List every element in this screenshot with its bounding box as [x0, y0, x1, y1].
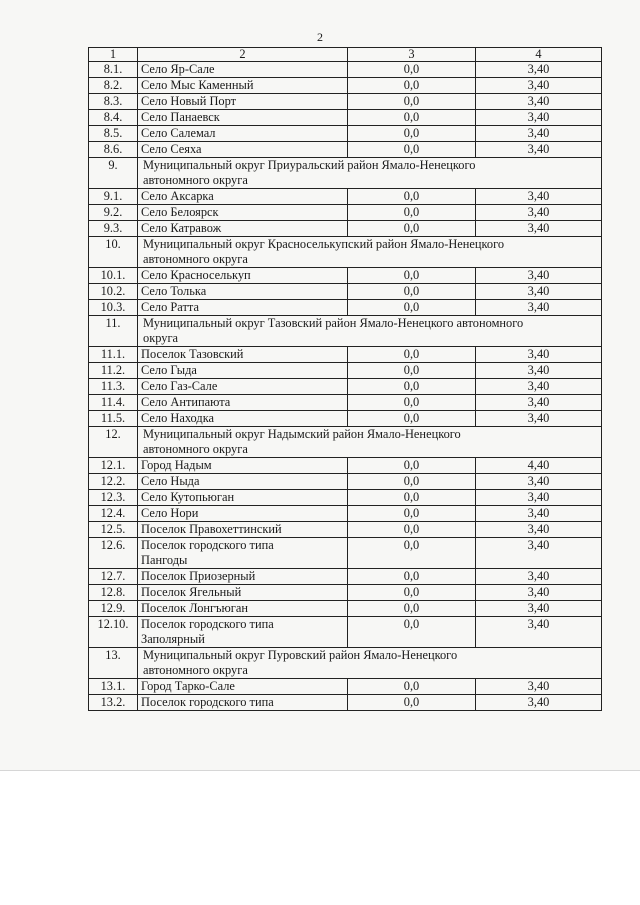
tariff-table: [88, 47, 602, 711]
table-row: [89, 221, 602, 237]
value-col3: 0,0: [348, 569, 476, 585]
group-row: [89, 237, 602, 268]
group-name: [138, 316, 602, 347]
row-number: 11.5.: [89, 411, 138, 427]
value-col4: 3,40: [476, 395, 602, 411]
group-row: [89, 427, 602, 458]
name-line: Село Находка: [141, 411, 215, 425]
group-name: [138, 158, 602, 189]
value-col4: 3,40: [476, 601, 602, 617]
value-col3: 0,0: [348, 585, 476, 601]
row-number: 12.7.: [89, 569, 138, 585]
row-number: 10.: [89, 237, 138, 268]
value-col3: 0,0: [348, 601, 476, 617]
table-row: [89, 142, 602, 158]
name-line: Поселок городского типа: [141, 695, 274, 709]
settlement-name: [138, 538, 348, 569]
value-col3: 0,0: [348, 221, 476, 237]
row-number: 9.2.: [89, 205, 138, 221]
table-row: [89, 363, 602, 379]
row-number: 8.3.: [89, 94, 138, 110]
value-col3: 0,0: [348, 126, 476, 142]
group-row: [89, 648, 602, 679]
value-col4: 3,40: [476, 189, 602, 205]
table-row: [89, 474, 602, 490]
settlement-name: [138, 522, 348, 538]
table-row: [89, 347, 602, 363]
value-col4: 3,40: [476, 347, 602, 363]
value-col3: 0,0: [348, 268, 476, 284]
value-col4: 3,40: [476, 126, 602, 142]
value-col3: 0,0: [348, 363, 476, 379]
name-line: Село Нори: [141, 506, 199, 520]
value-col3: 0,0: [348, 78, 476, 94]
group-name: [138, 648, 602, 679]
value-col4: 3,40: [476, 411, 602, 427]
row-number: 10.3.: [89, 300, 138, 316]
row-number: 11.2.: [89, 363, 138, 379]
name-line: Село Панаевск: [141, 110, 220, 124]
value-col4: 3,40: [476, 268, 602, 284]
name-line: Поселок Правохеттинский: [141, 522, 282, 536]
name-line: Село Новый Порт: [141, 94, 237, 108]
value-col4: 3,40: [476, 506, 602, 522]
table-header-row: [89, 48, 602, 62]
row-number: 12.8.: [89, 585, 138, 601]
name-line: Муниципальный округ Тазовский район Ямало-Ненецкого автономного: [143, 316, 524, 330]
table-row: [89, 458, 602, 474]
value-col4: 3,40: [476, 300, 602, 316]
row-number: 9.1.: [89, 189, 138, 205]
table-row: [89, 490, 602, 506]
row-number: 9.3.: [89, 221, 138, 237]
row-number: 12.6.: [89, 538, 138, 569]
value-col4: 3,40: [476, 284, 602, 300]
value-col3: 0,0: [348, 522, 476, 538]
name-line: Поселок городского типа: [141, 538, 274, 552]
row-number: 8.5.: [89, 126, 138, 142]
name-line: Муниципальный округ Красноселькупский район Ямало-Ненецкого: [143, 237, 505, 251]
group-row: [89, 316, 602, 347]
row-number: 8.2.: [89, 78, 138, 94]
group-row: [89, 158, 602, 189]
row-number: 12.2.: [89, 474, 138, 490]
value-col3: 0,0: [348, 284, 476, 300]
value-col4: 3,40: [476, 569, 602, 585]
row-number: 10.2.: [89, 284, 138, 300]
page-number: 2: [317, 30, 323, 44]
name-line: Село Катравож: [141, 221, 222, 235]
name-line: Поселок Ягельный: [141, 585, 242, 599]
settlement-name: [138, 379, 348, 395]
table-row: [89, 94, 602, 110]
name-line: Муниципальный округ Надымский район Ямало-Ненецкого: [143, 427, 461, 441]
name-line: Город Тарко-Сале: [141, 679, 235, 693]
value-col4: 4,40: [476, 458, 602, 474]
settlement-name: [138, 189, 348, 205]
settlement-name: [138, 284, 348, 300]
row-number: 11.4.: [89, 395, 138, 411]
value-col3: 0,0: [348, 347, 476, 363]
name-line: Поселок Тазовский: [141, 347, 244, 361]
table-row: [89, 62, 602, 78]
value-col3: 0,0: [348, 379, 476, 395]
value-col4: 3,40: [476, 110, 602, 126]
value-col3: 0,0: [348, 474, 476, 490]
table-row: [89, 379, 602, 395]
settlement-name: [138, 126, 348, 142]
value-col4: 3,40: [476, 490, 602, 506]
table-row: [89, 110, 602, 126]
table-row: [89, 78, 602, 94]
row-number: 12.4.: [89, 506, 138, 522]
table-row: [89, 679, 602, 695]
name-line: Село Газ-Сале: [141, 379, 218, 393]
name-line: Село Кутопьюган: [141, 490, 235, 504]
name-line: Город Надым: [141, 458, 212, 472]
settlement-name: [138, 268, 348, 284]
row-number: 12.5.: [89, 522, 138, 538]
value-col3: 0,0: [348, 506, 476, 522]
settlement-name: [138, 458, 348, 474]
row-number: 12.3.: [89, 490, 138, 506]
settlement-name: [138, 490, 348, 506]
name-line: Село Яр-Сале: [141, 62, 215, 76]
value-col4: 3,40: [476, 142, 602, 158]
name-line: автономного округа: [143, 663, 248, 677]
table-row: [89, 695, 602, 711]
settlement-name: [138, 395, 348, 411]
row-number: 10.1.: [89, 268, 138, 284]
value-col4: 3,40: [476, 585, 602, 601]
settlement-name: [138, 221, 348, 237]
settlement-name: [138, 62, 348, 78]
table-row: [89, 617, 602, 648]
table-row: [89, 585, 602, 601]
table-row: [89, 395, 602, 411]
value-col3: 0,0: [348, 62, 476, 78]
value-col4: 3,40: [476, 522, 602, 538]
row-number: 11.3.: [89, 379, 138, 395]
name-line: Село Белоярск: [141, 205, 219, 219]
value-col3: 0,0: [348, 695, 476, 711]
name-line: Заполярный: [141, 632, 205, 646]
value-col3: 0,0: [348, 94, 476, 110]
value-col3: 0,0: [348, 490, 476, 506]
value-col3: 0,0: [348, 189, 476, 205]
table-row: [89, 411, 602, 427]
value-col4: 3,40: [476, 94, 602, 110]
name-line: Село Сеяха: [141, 142, 202, 156]
settlement-name: [138, 569, 348, 585]
table-row: [89, 506, 602, 522]
settlement-name: [138, 110, 348, 126]
settlement-name: [138, 601, 348, 617]
name-line: Поселок Приозерный: [141, 569, 256, 583]
table-row: [89, 189, 602, 205]
settlement-name: [138, 363, 348, 379]
settlement-name: [138, 617, 348, 648]
value-col3: 0,0: [348, 458, 476, 474]
row-number: 12.10.: [89, 617, 138, 648]
column-header-1: 1: [89, 48, 138, 62]
name-line: Поселок городского типа: [141, 617, 274, 631]
value-col4: 3,40: [476, 379, 602, 395]
table-row: [89, 126, 602, 142]
settlement-name: [138, 205, 348, 221]
row-number: 8.4.: [89, 110, 138, 126]
value-col3: 0,0: [348, 538, 476, 569]
row-number: 8.6.: [89, 142, 138, 158]
value-col4: 3,40: [476, 538, 602, 569]
name-line: Село Красноселькуп: [141, 268, 251, 282]
name-line: Село Гыда: [141, 363, 197, 377]
name-line: Село Салемал: [141, 126, 216, 140]
settlement-name: [138, 411, 348, 427]
name-line: Пангоды: [141, 553, 188, 567]
value-col3: 0,0: [348, 679, 476, 695]
settlement-name: [138, 78, 348, 94]
settlement-name: [138, 679, 348, 695]
value-col3: 0,0: [348, 411, 476, 427]
table-row: [89, 205, 602, 221]
name-line: Село Антипаюта: [141, 395, 231, 409]
value-col3: 0,0: [348, 617, 476, 648]
name-line: автономного округа: [143, 173, 248, 187]
value-col4: 3,40: [476, 205, 602, 221]
column-header-2: 2: [138, 48, 348, 62]
table-row: [89, 300, 602, 316]
group-name: [138, 427, 602, 458]
row-number: 13.2.: [89, 695, 138, 711]
table-body: [89, 62, 602, 711]
name-line: Село Аксарка: [141, 189, 214, 203]
group-name: [138, 237, 602, 268]
name-line: Поселок Лонгъюган: [141, 601, 248, 615]
table-row: [89, 601, 602, 617]
name-line: Муниципальный округ Пуровский район Ямало-Ненецкого: [143, 648, 458, 662]
settlement-name: [138, 506, 348, 522]
row-number: 11.1.: [89, 347, 138, 363]
name-line: Село Ныда: [141, 474, 200, 488]
settlement-name: [138, 94, 348, 110]
value-col4: 3,40: [476, 62, 602, 78]
table-row: [89, 569, 602, 585]
value-col4: 3,40: [476, 695, 602, 711]
value-col4: 3,40: [476, 617, 602, 648]
value-col4: 3,40: [476, 363, 602, 379]
table-row: [89, 268, 602, 284]
settlement-name: [138, 347, 348, 363]
value-col4: 3,40: [476, 78, 602, 94]
name-line: автономного округа: [143, 252, 248, 266]
value-col4: 3,40: [476, 679, 602, 695]
value-col3: 0,0: [348, 205, 476, 221]
name-line: автономного округа: [143, 442, 248, 456]
settlement-name: [138, 695, 348, 711]
settlement-name: [138, 300, 348, 316]
value-col4: 3,40: [476, 221, 602, 237]
column-header-3: 3: [348, 48, 476, 62]
column-header-4: 4: [476, 48, 602, 62]
row-number: 11.: [89, 316, 138, 347]
value-col4: 3,40: [476, 474, 602, 490]
row-number: 8.1.: [89, 62, 138, 78]
row-number: 13.1.: [89, 679, 138, 695]
name-line: Муниципальный округ Приуральский район Ямало-Ненецкого: [143, 158, 476, 172]
row-number: 12.1.: [89, 458, 138, 474]
value-col3: 0,0: [348, 300, 476, 316]
value-col3: 0,0: [348, 142, 476, 158]
row-number: 9.: [89, 158, 138, 189]
table-row: [89, 538, 602, 569]
settlement-name: [138, 585, 348, 601]
name-line: Село Ратта: [141, 300, 199, 314]
row-number: 13.: [89, 648, 138, 679]
name-line: Село Толька: [141, 284, 207, 298]
settlement-name: [138, 474, 348, 490]
settlement-name: [138, 142, 348, 158]
row-number: 12.9.: [89, 601, 138, 617]
table-row: [89, 522, 602, 538]
value-col3: 0,0: [348, 395, 476, 411]
value-col3: 0,0: [348, 110, 476, 126]
table-row: [89, 284, 602, 300]
name-line: Село Мыс Каменный: [141, 78, 254, 92]
row-number: 12.: [89, 427, 138, 458]
name-line: округа: [143, 331, 179, 345]
